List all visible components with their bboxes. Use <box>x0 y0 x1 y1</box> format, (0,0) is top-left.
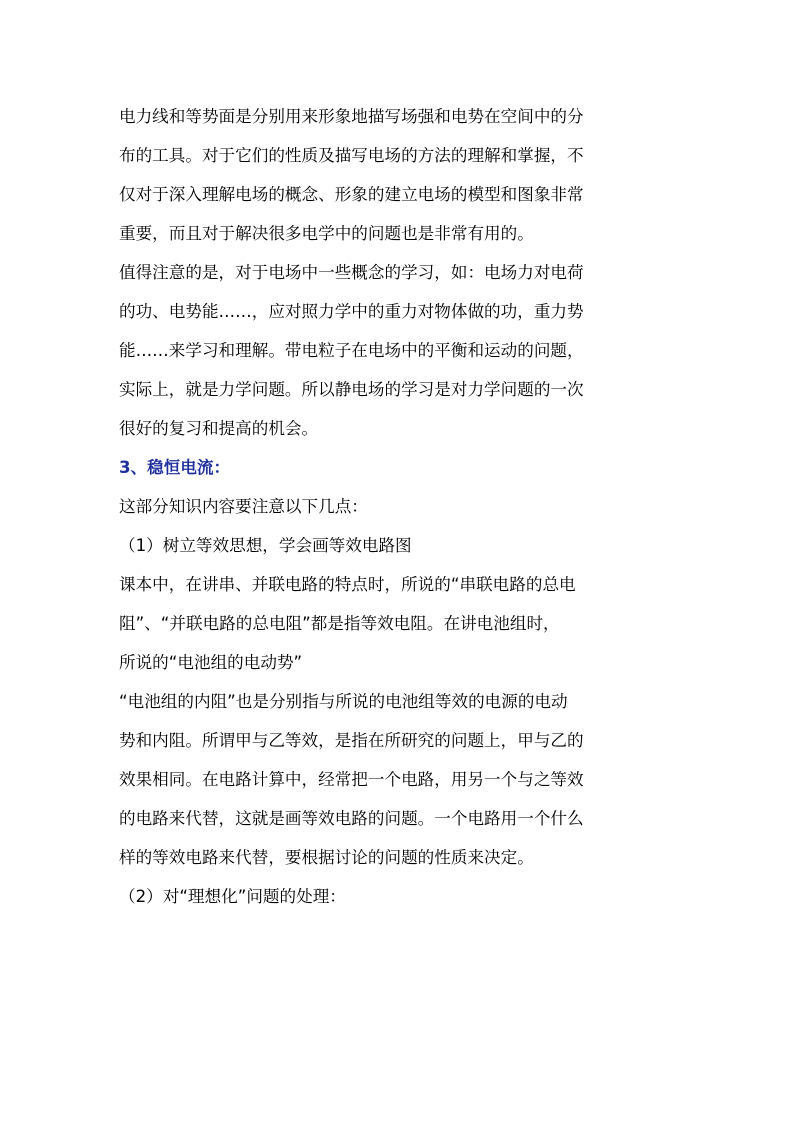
paragraph-line: 重要，而且对于解决很多电学中的问题也是非常有用的。 <box>119 224 534 243</box>
paragraph-line: 效果相同。在电路计算中，经常把一个电路，用另一个与之等效 <box>119 770 584 789</box>
paragraph-line: 这部分知识内容要注意以下几点： <box>119 497 368 516</box>
paragraph-line: 能……来学习和理解。带电粒子在电场中的平衡和运动的问题， <box>119 341 584 360</box>
paragraph-line: 很好的复习和提高的机会。 <box>119 419 319 438</box>
paragraph-line: 样的等效电路来代替，要根据讨论的问题的性质来决定。 <box>119 848 534 867</box>
paragraph-line: 电力线和等势面是分别用来形象地描写场强和电势在空间中的分 <box>119 107 584 126</box>
paragraph-line: 仅对于深入理解电场的概念、形象的建立电场的模型和图象非常 <box>119 185 584 204</box>
paragraph-line: 值得注意的是，对于电场中一些概念的学习，如：电场力对电荷 <box>119 263 584 282</box>
paragraph-line: 阻”、“并联电路的总电阻”都是指等效电阻。在讲电池组时， <box>119 614 560 633</box>
paragraph-line: 的功、电势能……，应对照力学中的重力对物体做的功，重力势 <box>119 302 584 321</box>
paragraph-line: 课本中，在讲串、并联电路的特点时，所说的“串联电路的总电 <box>119 575 576 594</box>
paragraph-line: 布的工具。对于它们的性质及描写电场的方法的理解和掌握，不 <box>119 146 584 165</box>
subheading-line: （2）对“理想化”问题的处理： <box>119 887 346 906</box>
document-body <box>119 97 679 916</box>
section-heading: 3、稳恒电流： <box>119 458 231 477</box>
paragraph-line: 实际上，就是力学问题。所以静电场的学习是对力学问题的一次 <box>119 380 584 399</box>
paragraph-line: 势和内阻。所谓甲与乙等效，是指在所研究的问题上，甲与乙的 <box>119 731 584 750</box>
paragraph-line: “电池组的内阻”也是分别指与所说的电池组等效的电源的电动 <box>119 692 568 711</box>
subheading-line: （1）树立等效思想，学会画等效电路图 <box>119 536 412 555</box>
paragraph-line: 所说的“电池组的电动势” <box>119 653 303 672</box>
paragraph-line: 的电路来代替，这就是画等效电路的问题。一个电路用一个什么 <box>119 809 584 828</box>
